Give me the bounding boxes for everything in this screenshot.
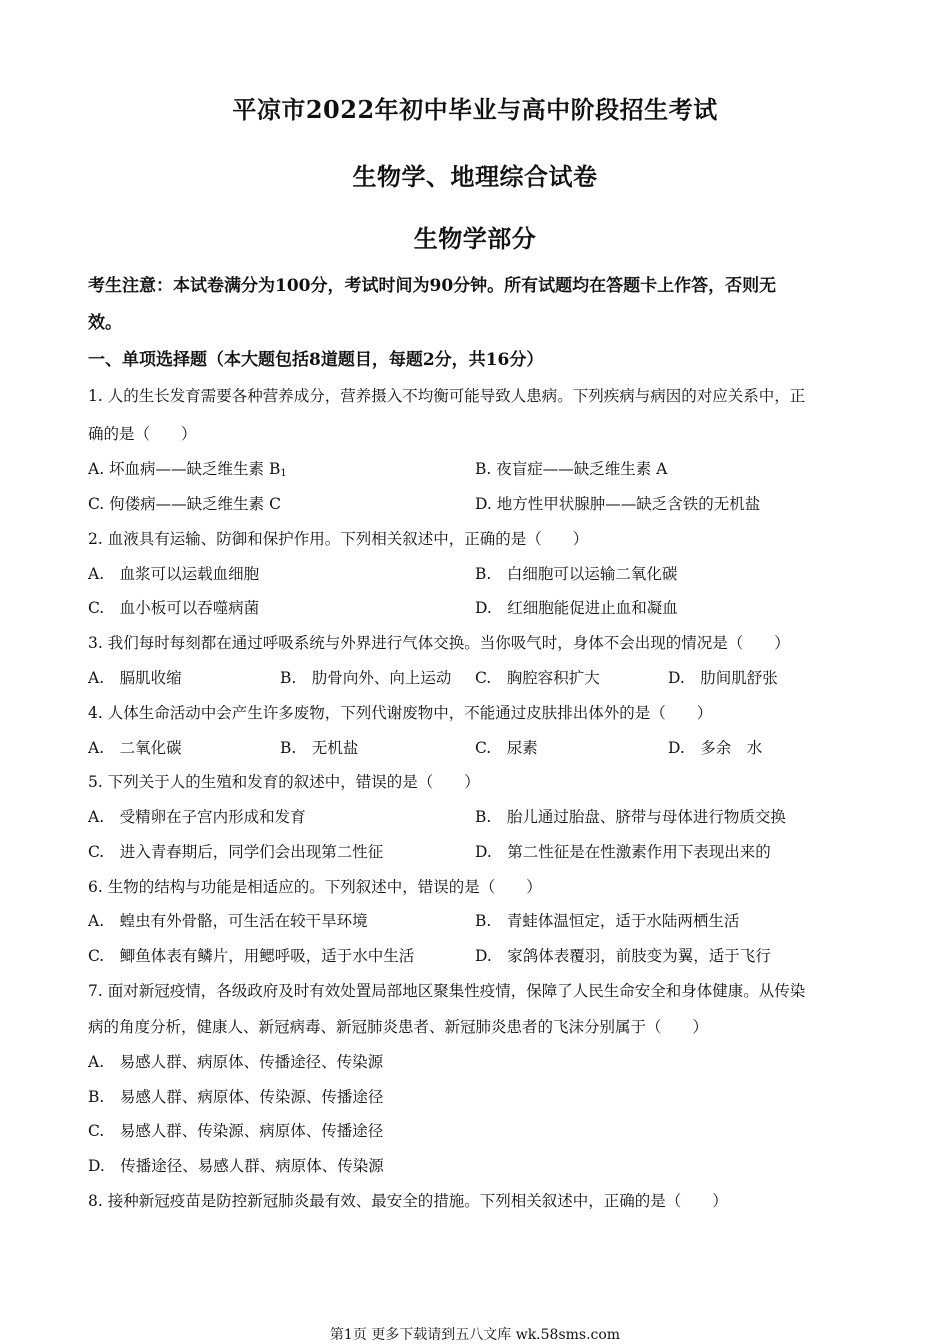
- q3-option-a: A. 膈肌收缩: [88, 669, 182, 687]
- q8-stem: 8. 接种新冠疫苗是防控新冠肺炎最有效、最安全的措施。下列相关叙述中，正确的是（ ）: [88, 1192, 728, 1210]
- notice-line-1: 考生注意：本试卷满分为100分，考试时间为90分钟。所有试题均在答题卡上作答，否则无: [88, 276, 777, 296]
- q7-option-a: A. 易感人群、病原体、传播途径、传染源: [88, 1053, 384, 1071]
- q5-stem: 5. 下列关于人的生殖和发育的叙述中，错误的是（ ）: [88, 773, 480, 791]
- part1-heading: 一、单项选择题（本大题包括8道题目，每题2分，共16分）: [88, 350, 544, 370]
- q1-option-a-subscript: 1: [280, 468, 287, 479]
- q3-option-c: C. 胸腔容积扩大: [475, 669, 600, 687]
- q5-option-b: B. 胎儿通过胎盘、脐带与母体进行物质交换: [475, 808, 786, 826]
- q1-stem-line-2: 确的是（ ）: [88, 425, 197, 443]
- q2-option-c: C. 血小板可以吞噬病菌: [88, 599, 260, 617]
- q2-stem: 2. 血液具有运输、防御和保护作用。下列相关叙述中，正确的是（ ）: [88, 530, 589, 548]
- q2-option-d: D. 红细胞能促进止血和凝血: [475, 599, 678, 617]
- q1-option-a: [88, 459, 287, 484]
- q6-option-d: D. 家鸽体表覆羽，前肢变为翼，适于飞行: [475, 947, 771, 965]
- q4-option-b: B. 无机盐: [280, 739, 359, 757]
- q4-option-a: A. 二氧化碳: [88, 739, 182, 757]
- q7-stem-line-1: 7. 面对新冠疫情，各级政府及时有效处置局部地区聚集性疫情，保障了人民生命安全和身体健康。从传染: [88, 982, 806, 1000]
- section-title: 生物学部分: [413, 224, 537, 253]
- q5-option-d: D. 第二性征是在性激素作用下表现出来的: [475, 843, 771, 861]
- q6-option-a: A. 蝗虫有外骨骼，可生活在较干旱环境: [88, 912, 368, 930]
- q7-option-d: D. 传播途径、易感人群、病原体、传染源: [88, 1157, 384, 1175]
- page-footer: 第1页 更多下载请到五八文库 wk.58sms.com: [329, 1327, 621, 1343]
- q6-stem: 6. 生物的结构与功能是相适应的。下列叙述中，错误的是（ ）: [88, 878, 542, 896]
- q1-option-a-text: A. 坏血病——缺乏维生素 B: [88, 460, 281, 478]
- q2-option-a: A. 血浆可以运载血细胞: [88, 565, 260, 583]
- q4-option-c: C. 尿素: [475, 739, 538, 757]
- q7-option-b: B. 易感人群、病原体、传染源、传播途径: [88, 1088, 384, 1106]
- q1-stem-line-1: 1. 人的生长发育需要各种营养成分，营养摄入不均衡可能导致人患病。下列疾病与病因的对应关系中，正: [88, 387, 806, 405]
- exam-title: 平凉市2022年初中毕业与高中阶段招生考试: [232, 95, 718, 124]
- q3-stem: 3. 我们每时每刻都在通过呼吸系统与外界进行气体交换。当你吸气时，身体不会出现的情况是（ ）: [88, 634, 790, 652]
- exam-subtitle: 生物学、地理综合试卷: [352, 162, 598, 191]
- q5-option-c: C. 进入青春期后，同学们会出现第二性征: [88, 843, 384, 861]
- q7-stem-line-2: 病的角度分析，健康人、新冠病毒、新冠肺炎患者、新冠肺炎患者的飞沫分别属于（ ）: [88, 1018, 709, 1036]
- q1-option-c: C. 佝偻病——缺乏维生素 C: [88, 495, 281, 513]
- q3-option-d: D. 肋间肌舒张: [668, 669, 778, 687]
- q5-option-a: A. 受精卵在子宫内形成和发育: [88, 808, 306, 826]
- q3-option-b: B. 肋骨向外、向上运动: [280, 669, 452, 687]
- q2-option-b: B. 白细胞可以运输二氧化碳: [475, 565, 678, 583]
- q4-stem: 4. 人体生命活动中会产生许多废物，下列代谢废物中，不能通过皮肤排出体外的是（ ）: [88, 704, 713, 722]
- q6-option-b: B. 青蛙体温恒定，适于水陆两栖生活: [475, 912, 740, 930]
- q4-option-d: D. 多余 水: [668, 739, 763, 757]
- notice-line-2: 效。: [88, 313, 122, 333]
- q6-option-c: C. 鲫鱼体表有鳞片，用鳃呼吸，适于水中生活: [88, 947, 415, 965]
- q1-option-b: B. 夜盲症——缺乏维生素 A: [475, 460, 668, 478]
- q1-option-d: D. 地方性甲状腺肿——缺乏含铁的无机盐: [475, 495, 761, 513]
- q7-option-c: C. 易感人群、传染源、病原体、传播途径: [88, 1122, 384, 1140]
